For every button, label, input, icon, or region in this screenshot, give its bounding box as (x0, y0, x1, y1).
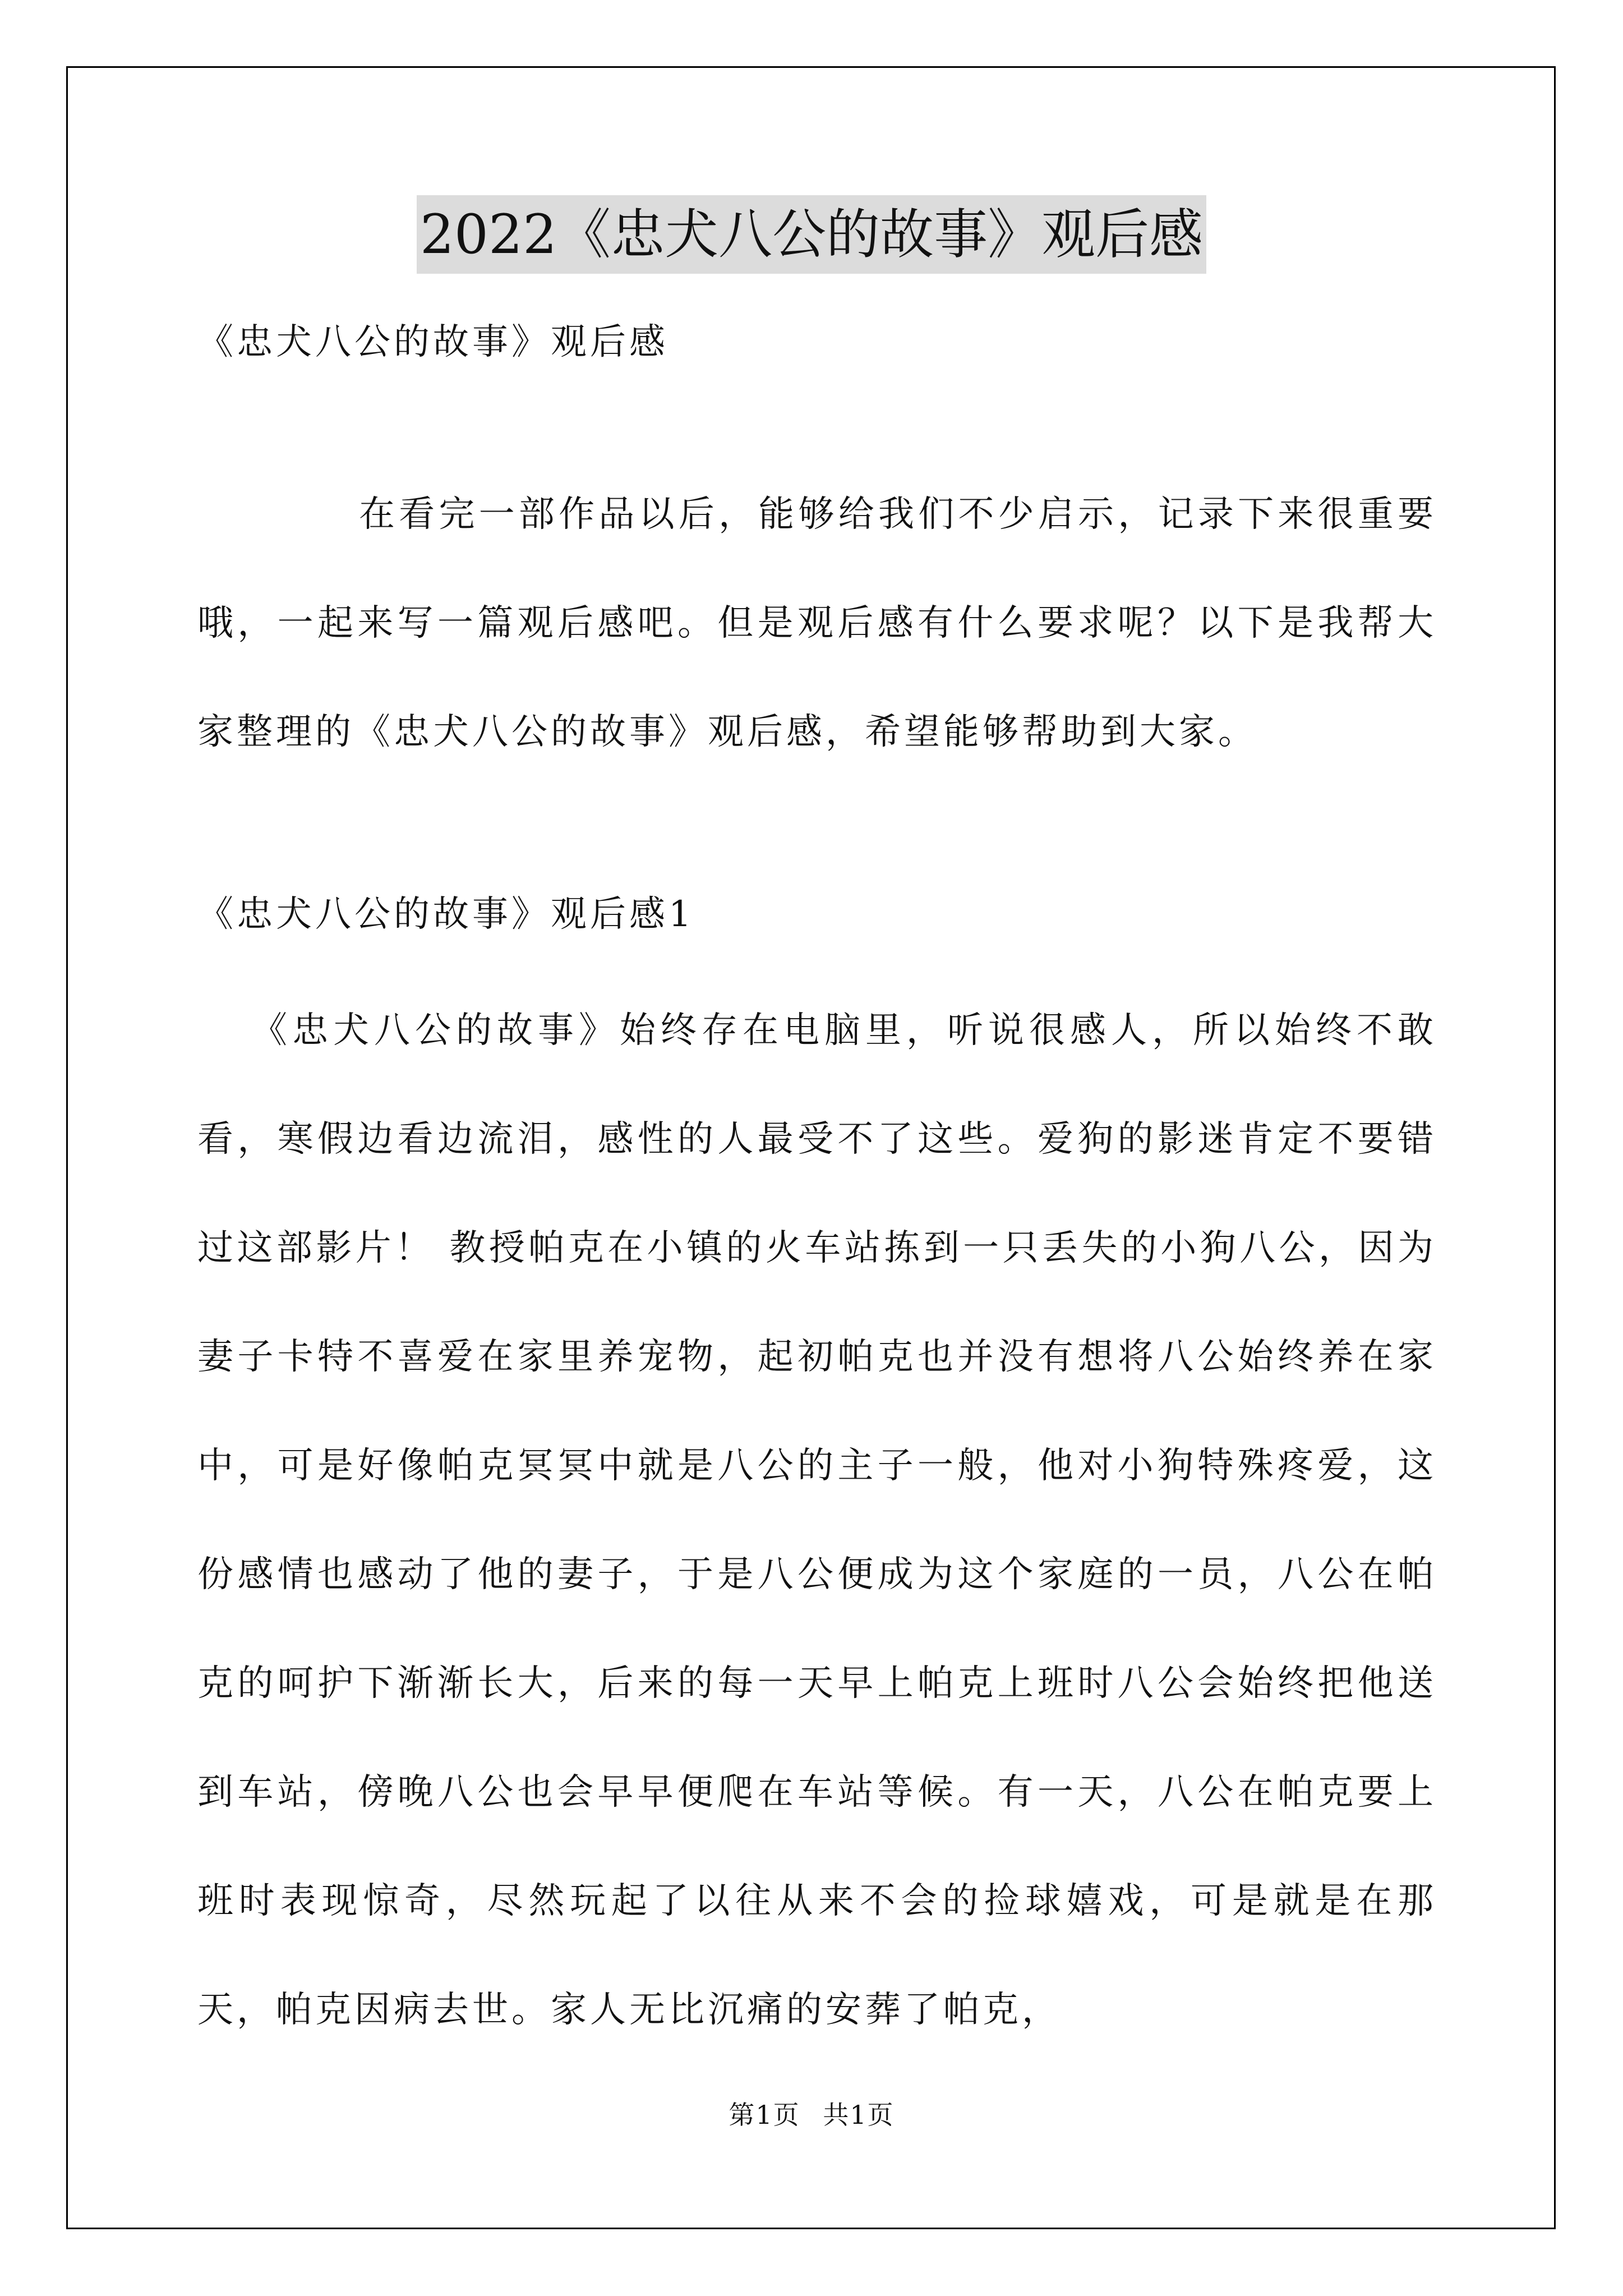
page-footer (0, 2098, 1623, 2132)
title-container (0, 195, 1623, 274)
section-heading: 《忠犬八公的故事》观后感1 (197, 894, 695, 935)
page-total: 共1页 (823, 2100, 895, 2130)
page-number: 第1页 (728, 2100, 800, 2130)
intro-paragraph: 在看完一部作品以后，能够给我们不少启示，记录下来很重要哦，一起来写一篇观后感吧。但是观后感有什么要求呢？以下是我帮大家整理的《忠犬八公的故事》观后感，希望能够帮助到大家。 (197, 494, 1437, 753)
document-subtitle: 《忠犬八公的故事》观后感 (197, 321, 668, 363)
document-title: 2022《忠犬八公的故事》观后感 (417, 195, 1206, 274)
body-paragraph: 《忠犬八公的故事》始终存在电脑里，听说很感人，所以始终不敢看，寒假边看边流泪，感性的人最受不了这些。爱狗的影迷肯定不要错过这部影片！ 教授帕克在小镇的火车站拣到一只丢失的小狗八公，因为妻子卡特不喜爱在家里养宠物，起初帕克也并没有想将八公始终养在家中，可是好像帕克冥冥中就是八公的主子一般，他对小狗特殊疼爱，这份感情也感动了他的妻子，于是八公便成为这个家庭的一员，八公在帕克的呵护下渐渐长大，后来的每一天早上帕克上班时八公会始终把他送到车站，傍晚八公也会早早便爬在车站等候。有一天，八公在帕克要上班时表现惊奇，尽然玩起了以往从来不会的捡球嬉戏，可是就是在那天，帕克因病去世。家人无比沉痛的安葬了帕克， (197, 1010, 1437, 2031)
